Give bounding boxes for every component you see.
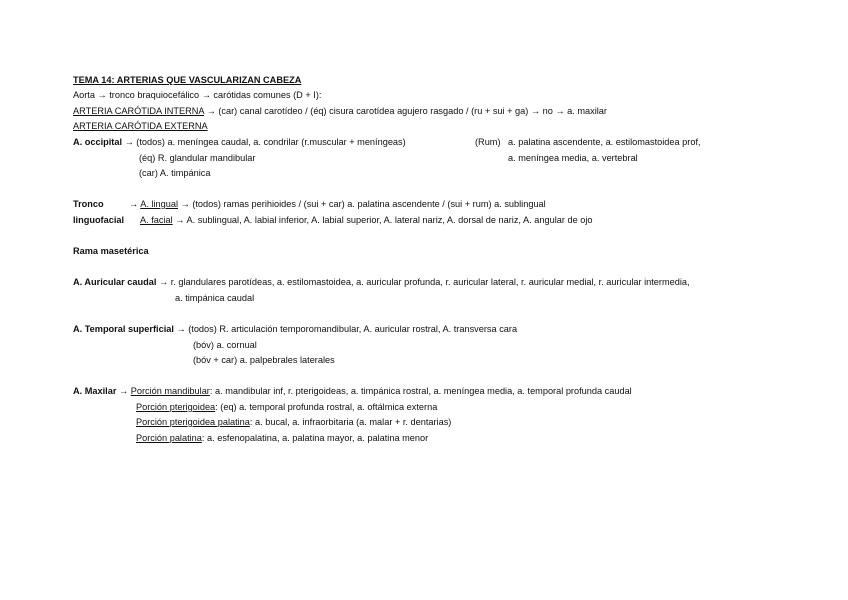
maxilar-arrow: → [116,386,131,396]
tronco-lingual-line [129,198,546,210]
tronco-label-1: Tronco [73,199,104,209]
tronco-label-2: linguofacial [73,215,125,225]
occipital-text-1: → (todos) a. meníngea caudal, a. condrilar (r.muscular + meníngeas) [122,137,406,147]
maxilar-line-2 [136,401,437,413]
auricular-label: A. Auricular caudal [73,277,157,287]
carotida-externa-heading: ARTERIA CARÓTIDA EXTERNA [73,121,208,131]
temporal-line-1 [73,323,517,335]
facial-text: → A. sublingual, A. labial inferior, A. labial superior, A. lateral nariz, A. dorsal de nariz, A. angular de ojo [172,215,593,225]
auricular-line-2: a. timpánica caudal [175,293,255,303]
rama-maseterica: Rama masetérica [73,246,149,256]
occipital-line-2: (éq) R. glandular mandibular [139,153,256,163]
auricular-line-1 [73,276,690,288]
arrow-glyph: → [129,199,139,209]
temporal-label: A. Temporal superficial [73,324,174,334]
maxilar-line-3 [136,416,451,428]
temporal-line-2: (bóv) a. cornual [193,340,257,350]
auricular-text-1: → r. glandulares parotídeas, a. estilomastoidea, a. auricular profunda, r. auricular lateral, r. auricular medial, r. auricular intermedia, [156,277,690,287]
facial-label: A. facial [140,215,173,225]
maxilar-line-1 [73,385,632,397]
maxilar-portion-label: Porción palatina [136,433,202,443]
carotida-interna-text: → (car) canal carotídeo / (éq) cisura carotídea agujero rasgado / (ru + sui + ga) → no → a. maxilar [204,106,607,116]
maxilar-portion-text: : a. mandibular inf, r. pterigoideas, a. timpánica rostral, a. meníngea media, a. temporal profunda caudal [209,386,632,396]
aorta-line: Aorta → tronco braquiocefálico → carótidas comunes (D + I): [73,90,322,100]
maxilar-label: A. Maxilar [73,386,117,396]
tronco-facial-line [140,214,593,226]
maxilar-portion-text: : a. esfenopalatina, a. palatina mayor, a. palatina menor [201,433,429,443]
page-title: TEMA 14: ARTERIAS QUE VASCULARIZAN CABEZA [73,75,302,85]
temporal-line-3: (bóv + car) a. palpebrales laterales [193,355,335,365]
lingual-label: A. lingual [140,199,179,209]
occipital-rum-line-2: a. meníngea media, a. vertebral [508,153,638,163]
occipital-label: A. occipital [73,137,123,147]
temporal-text-1: → (todos) R. articulación temporomandibular, A. auricular rostral, A. transversa cara [173,324,518,334]
maxilar-portion-label: Porción mandibular [130,386,210,396]
occipital-line-1 [73,136,406,148]
occipital-rum-line-1: a. palatina ascendente, a. estilomastoidea prof, [508,137,701,147]
occipital-rum-label: (Rum) [475,137,501,147]
maxilar-portion-text: : a. bucal, a. infraorbitaria (a. malar + r. dentarias) [249,417,452,427]
maxilar-portion-label: Porción pterigoidea palatina [136,417,250,427]
maxilar-portion-label: Porción pterigoidea [136,402,216,412]
maxilar-line-4 [136,432,428,444]
carotida-interna-line [73,105,607,117]
lingual-text: → (todos) ramas perihioides / (sui + car) a. palatina ascendente / (sui + rum) a. sublingual [178,199,546,209]
maxilar-portion-text: : (eq) a. temporal profunda rostral, a. oftálmica externa [215,402,438,412]
carotida-interna-label: ARTERIA CARÓTIDA INTERNA [73,106,205,116]
occipital-line-3: (car) A. timpánica [139,168,211,178]
